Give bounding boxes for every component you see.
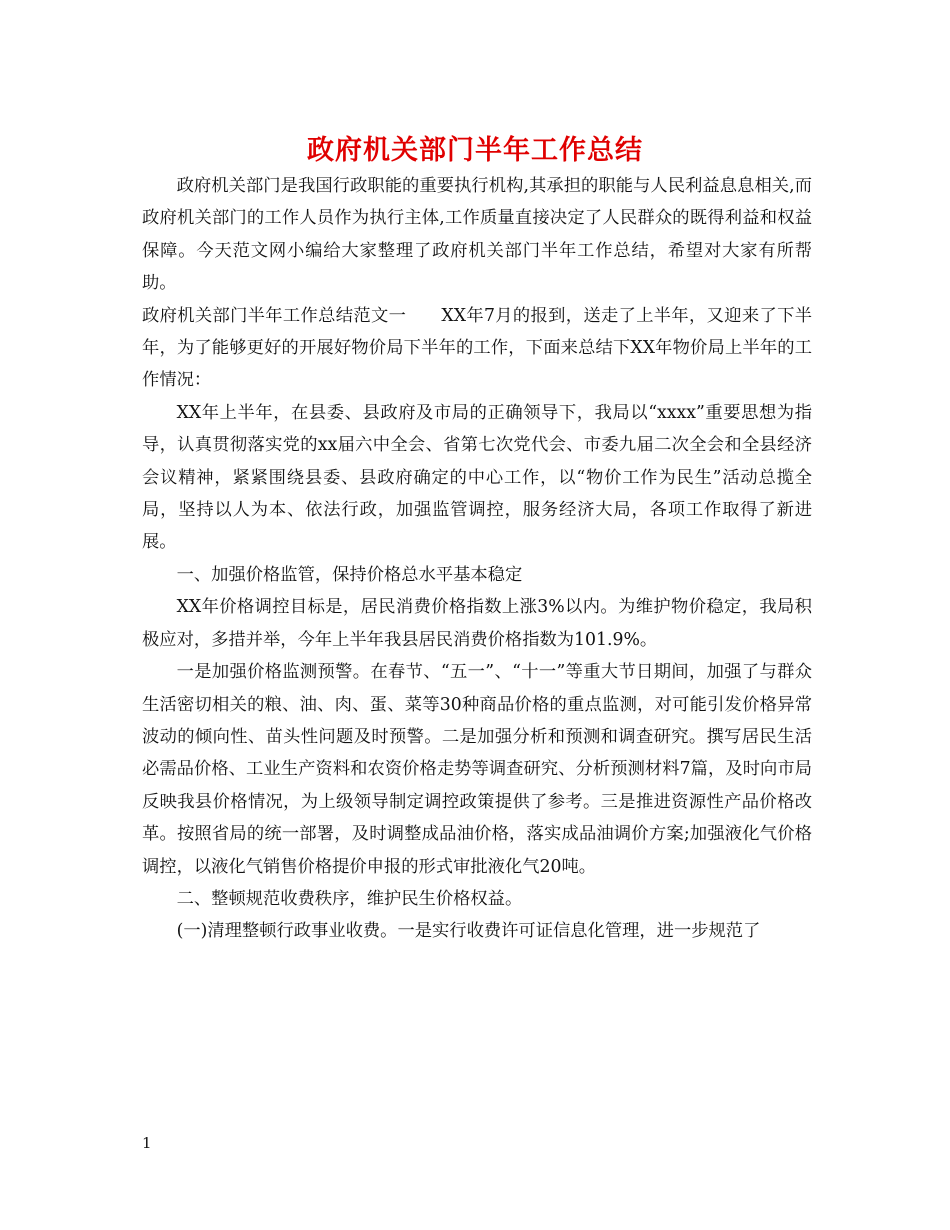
document-title: 政府机关部门半年工作总结 (307, 135, 643, 166)
paragraph-overview: XX年上半年，在县委、县政府及市局的正确领导下，我局以“xxxx”重要思想为指导，认真贯彻落实党的xx届六中全会、省第七次党代会、市委九届二次全会和全县经济会议精神，紧紧围绕县委、县政府确定的中心工作，以“物价工作为民生”活动总揽全局，坚持以人为本、依法行政，加强监管调控，服务经济大局，各项工作取得了新进展。 (142, 402, 812, 553)
paragraph-price-target: XX年价格调控目标是，居民消费价格指数上涨3%以内。为维护物价稳定，我局积极应对，多措并举，今年上半年我县居民消费价格指数为101.9%。 (142, 597, 812, 650)
paragraph-price-measures: 一是加强价格监测预警。在春节、“五一”、“十一”等重大节日期间，加强了与群众生活密切相关的粮、油、肉、蛋、菜等30种商品价格的重点监测，对可能引发价格异常波动的倾向性、苗头性问题及时预警。二是加强分析和预测和调查研究。撰写居民生活必需品价格、工业生产资料和农资价格走势等调查研究、分析预测材料7篇，及时向市局反映我县价格情况，为上级领导制定调控政策提供了参考。三是推进资源性产品价格改革。按照省局的统一部署，及时调整成品油价格，落实成品油调价方案;加强液化气价格调控，以液化气销售价格提价申报的形式审批液化气20吨。 (142, 662, 812, 877)
section-heading-1: 一、加强价格监管，保持价格总水平基本稳定 (176, 564, 523, 585)
paragraph-intro: 政府机关部门是我国行政职能的重要执行机构,其承担的职能与人民利益息息相关,而政府机关部门的工作人员作为执行主体,工作质量直接决定了人民群众的既得利益和权益保障。今天范文网小编给大家整理了政府机关部门半年工作总结，希望对大家有所帮助。 (142, 176, 812, 294)
paragraph-fee-cleanup: (一)清理整顿行政事业收费。一是实行收费许可证信息化管理，进一步规范了 (176, 921, 761, 942)
page-number: 1 (142, 1134, 152, 1152)
section-heading-2: 二、整顿规范收费秩序，维护民生价格权益。 (176, 888, 523, 909)
document-body (142, 170, 812, 948)
paragraph-sample-heading: 政府机关部门半年工作总结范文一 XX年7月的报到，送走了上半年，又迎来了下半年，为了能够更好的开展好物价局下半年的工作，下面来总结下XX年物价局上半年的工作情况： (142, 305, 812, 391)
